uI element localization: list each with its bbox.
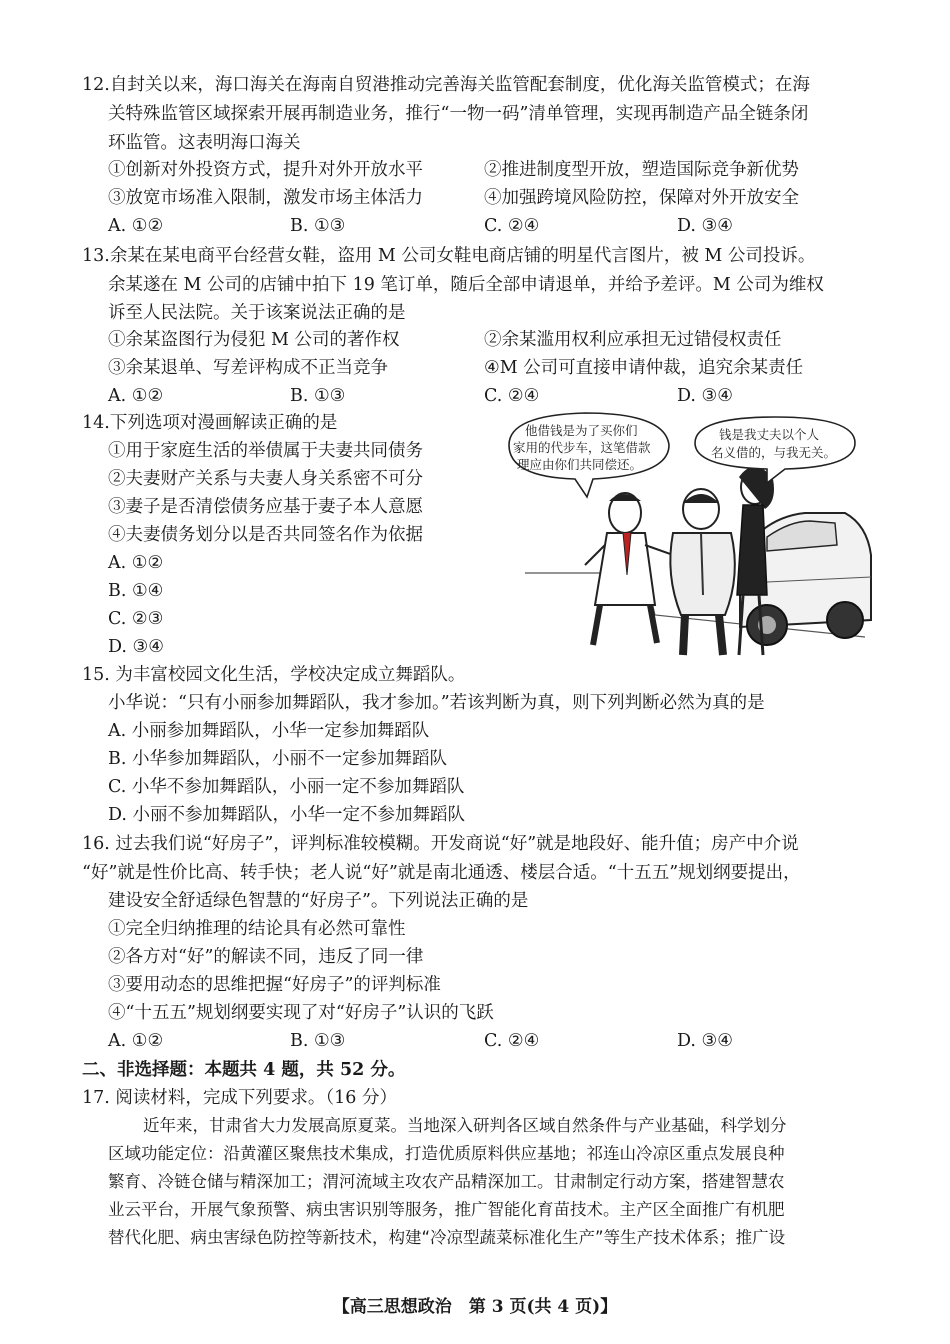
q13-choice-d: D. ③④ bbox=[677, 386, 733, 406]
q15-choice-c: C. 小华不参加舞蹈队，小丽一定不参加舞蹈队 bbox=[108, 777, 465, 797]
q17-material-line5: 替代化肥、病虫害绿色防控等新技术，构建“冷凉型蔬菜标准化生产”等生产技术体系；推广设 bbox=[108, 1228, 786, 1247]
q16-statement-2: ②各方对“好”的解读不同，违反了同一律 bbox=[108, 947, 424, 967]
q12-stem-line1: 12.自封关以来，海口海关在海南自贸港推动完善海关监管配套制度，优化海关监管模式；在海 bbox=[82, 75, 810, 95]
q17-stem: 17. 阅读材料，完成下列要求。（16 分） bbox=[82, 1088, 397, 1108]
q13-choice-c: C. ②④ bbox=[484, 386, 540, 406]
page-footer: 【高三思想政治 第 3 页(共 4 页)】 bbox=[332, 1297, 618, 1317]
q12-choice-d: D. ③④ bbox=[677, 216, 733, 236]
q14-choice-c: C. ②③ bbox=[108, 609, 164, 629]
q12-stem-line2: 关特殊监管区域探索开展再制造业务，推行“一物一码”清单管理，实现再制造产品全链条闭 bbox=[108, 104, 809, 124]
bubble-left-line1: 他借钱是为了买你们 bbox=[525, 423, 638, 438]
q16-statement-1: ①完全归纳推理的结论具有必然可靠性 bbox=[108, 919, 406, 939]
q12-statement-3: ③放宽市场准入限制，激发市场主体活力 bbox=[108, 188, 423, 208]
speech-bubble-right bbox=[695, 417, 855, 483]
q14-choice-b: B. ①④ bbox=[108, 581, 164, 601]
q13-statement-3: ③余某退单、写差评构成不正当竞争 bbox=[108, 358, 388, 378]
q14-statement-1: ①用于家庭生活的举债属于夫妻共同债务 bbox=[108, 441, 423, 461]
q12-statement-4: ④加强跨境风险防控，保障对外开放安全 bbox=[484, 188, 799, 208]
q15-stem-line2: 小华说：“只有小丽参加舞蹈队，我才参加。”若该判断为真，则下列判断必然为真的是 bbox=[108, 693, 765, 713]
q15-stem-line1: 15. 为丰富校园文化生活，学校决定成立舞蹈队。 bbox=[82, 665, 466, 685]
bubble-left-line3: 理应由你们共同偿还。 bbox=[517, 457, 643, 472]
bubble-right-line1: 钱是我丈夫以个人 bbox=[719, 427, 820, 442]
q13-choice-b: B. ①③ bbox=[290, 386, 346, 406]
q14-statement-4: ④夫妻债务划分以是否共同签名作为依据 bbox=[108, 525, 423, 545]
bubble-right-line2: 名义借的，与我无关。 bbox=[711, 445, 837, 460]
q12-stem-line3: 环监管。这表明海口海关 bbox=[108, 133, 301, 153]
speech-bubble-left bbox=[509, 413, 669, 497]
q13-statement-1: ①余某盗图行为侵犯 M 公司的著作权 bbox=[108, 330, 400, 350]
q13-stem-line1: 13.余某在某电商平台经营女鞋，盗用 M 公司女鞋电商店铺的明星代言图片，被 M 公司投诉。 bbox=[82, 246, 816, 266]
q12-choice-c: C. ②④ bbox=[484, 216, 540, 236]
q16-stem-line1: 16. 过去我们说“好房子”，评判标准较模糊。开发商说“好”就是地段好、能升值；房产中介说 bbox=[82, 834, 799, 854]
q15-choice-a: A. 小丽参加舞蹈队，小华一定参加舞蹈队 bbox=[108, 721, 430, 741]
q13-statement-2: ②余某滥用权利应承担无过错侵权责任 bbox=[484, 330, 782, 350]
man-husband-drawing bbox=[670, 489, 735, 655]
q16-statement-3: ③要用动态的思维把握“好房子”的评判标准 bbox=[108, 975, 441, 995]
q17-material-line2: 区域功能定位：沿黄灌区聚焦技术集成，打造优质原料供应基地；祁连山冷凉区重点发展良种 bbox=[108, 1144, 785, 1163]
q12-statement-1: ①创新对外投资方式，提升对外开放水平 bbox=[108, 160, 423, 180]
q17-material-line4: 业云平台，开展气象预警、病虫害识别等服务，推广智能化育苗技术。主产区全面推广有机肥 bbox=[108, 1200, 785, 1219]
q16-statement-4: ④“十五五”规划纲要实现了对“好房子”认识的飞跃 bbox=[108, 1003, 494, 1023]
q13-statement-4: ④M 公司可直接申请仲裁，追究余某责任 bbox=[484, 358, 804, 378]
q16-choice-d: D. ③④ bbox=[677, 1031, 733, 1051]
bubble-left-line2: 家用的代步车，这笔借款 bbox=[513, 440, 651, 455]
q14-statement-3: ③妻子是否清偿债务应基于妻子本人意愿 bbox=[108, 497, 423, 517]
q16-stem-line2: “好”就是性价比高、转手快；老人说“好”就是南北通透、楼层合适。“十五五”规划纲要提出， bbox=[82, 863, 801, 883]
q12-statement-2: ②推进制度型开放，塑造国际竞争新优势 bbox=[484, 160, 799, 180]
q13-choice-a: A. ①② bbox=[108, 386, 164, 406]
q15-choice-b: B. 小华参加舞蹈队，小丽不一定参加舞蹈队 bbox=[108, 749, 447, 769]
q16-choice-a: A. ①② bbox=[108, 1031, 164, 1051]
q13-stem-line2: 余某遂在 M 公司的店铺中拍下 19 笔订单，随后全部申请退单，并给予差评。M 公司为维权 bbox=[108, 275, 824, 295]
q14-choice-d: D. ③④ bbox=[108, 637, 164, 657]
q13-stem-line3: 诉至人民法院。关于该案说法正确的是 bbox=[108, 303, 406, 323]
q16-stem-line3: 建设安全舒适绿色智慧的“好房子”。下列说法正确的是 bbox=[108, 891, 529, 911]
q16-choice-c: C. ②④ bbox=[484, 1031, 540, 1051]
q14-stem: 14.下列选项对漫画解读正确的是 bbox=[82, 413, 338, 433]
q14-choice-a: A. ①② bbox=[108, 553, 164, 573]
q16-choice-b: B. ①③ bbox=[290, 1031, 346, 1051]
q15-choice-d: D. 小丽不参加舞蹈队，小华一定不参加舞蹈队 bbox=[108, 805, 466, 825]
cartoon-illustration bbox=[505, 405, 877, 667]
q12-choice-b: B. ①③ bbox=[290, 216, 346, 236]
q12-choice-a: A. ①② bbox=[108, 216, 164, 236]
section-2-heading: 二、非选择题：本题共 4 题，共 52 分。 bbox=[82, 1060, 406, 1080]
q14-statement-2: ②夫妻财产关系与夫妻人身关系密不可分 bbox=[108, 469, 423, 489]
q17-material-line1: 近年来，甘肃省大力发展高原夏菜。当地深入研判各区域自然条件与产业基础，科学划分 bbox=[143, 1116, 787, 1135]
q17-material-line3: 繁育、冷链仓储与精深加工；渭河流域主攻农产品精深加工。甘肃制定行动方案，搭建智慧农 bbox=[108, 1172, 785, 1191]
man-creditor-drawing bbox=[585, 493, 681, 645]
